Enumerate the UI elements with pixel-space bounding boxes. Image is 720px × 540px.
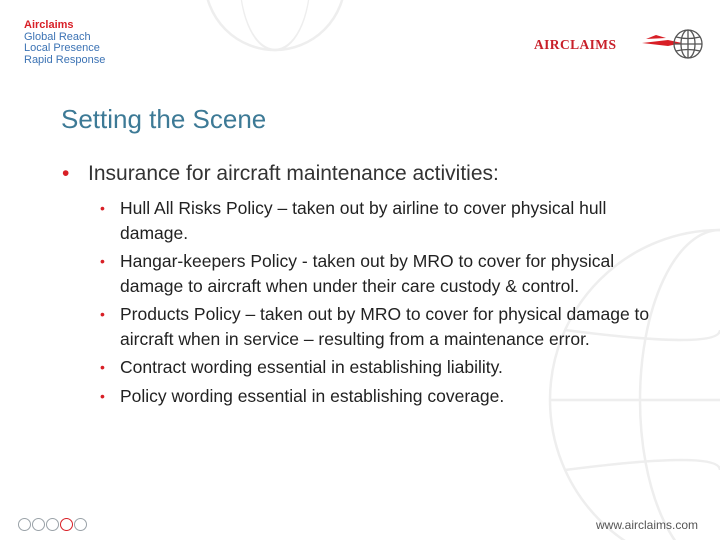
logo-text: AIRCLAIMS: [534, 37, 617, 52]
list-item: [100, 302, 660, 351]
page-title: Setting the Scene: [61, 104, 267, 134]
tagline-line-2: Local Presence: [24, 42, 100, 54]
progress-circle-icon: [74, 518, 87, 531]
bullet-icon: •: [100, 359, 105, 375]
list-item: [100, 249, 660, 298]
list-item: [100, 355, 660, 380]
list-item-text: Policy wording essential in establishing coverage.: [120, 385, 505, 406]
bullet-icon: •: [100, 306, 105, 322]
tagline: [24, 20, 105, 66]
list-item-text: Hull All Risks Policy – taken out by airline to cover physical hull damage.: [120, 198, 607, 243]
progress-circle-icon: [46, 518, 59, 531]
tagline-line-1: Global Reach: [24, 30, 91, 43]
progress-circle-active-icon: [60, 518, 73, 531]
tagline-brand: Airclaims: [24, 19, 74, 31]
slide-progress-circles: [18, 518, 92, 532]
footer-url[interactable]: www.airclaims.com: [595, 518, 698, 532]
globe-arrow-logo-icon: [642, 26, 704, 62]
list-item: [100, 196, 660, 245]
bullet-icon: •: [100, 387, 105, 404]
tagline-line-3: Rapid Response: [24, 53, 106, 66]
progress-circle-icon: [18, 518, 31, 531]
list-item-text: Products Policy – taken out by MRO to cover for physical damage to aircraft when in service – resulting from a maintenance error.: [120, 304, 650, 349]
progress-circle-icon: [32, 518, 45, 531]
bullet-icon: •: [100, 200, 105, 216]
airclaims-logo: [534, 26, 704, 62]
main-bullet-text: Insurance for aircraft maintenance activities:: [88, 162, 499, 185]
bullet-icon: •: [62, 162, 70, 185]
list-item: [100, 384, 660, 409]
sub-bullet-list: [100, 196, 660, 412]
list-item-text: Hangar-keepers Policy - taken out by MRO to cover for physical damage to aircraft when under their care custody & control.: [120, 251, 615, 296]
list-item-text: Contract wording essential in establishing liability.: [120, 357, 503, 377]
bullet-icon: •: [100, 253, 105, 269]
